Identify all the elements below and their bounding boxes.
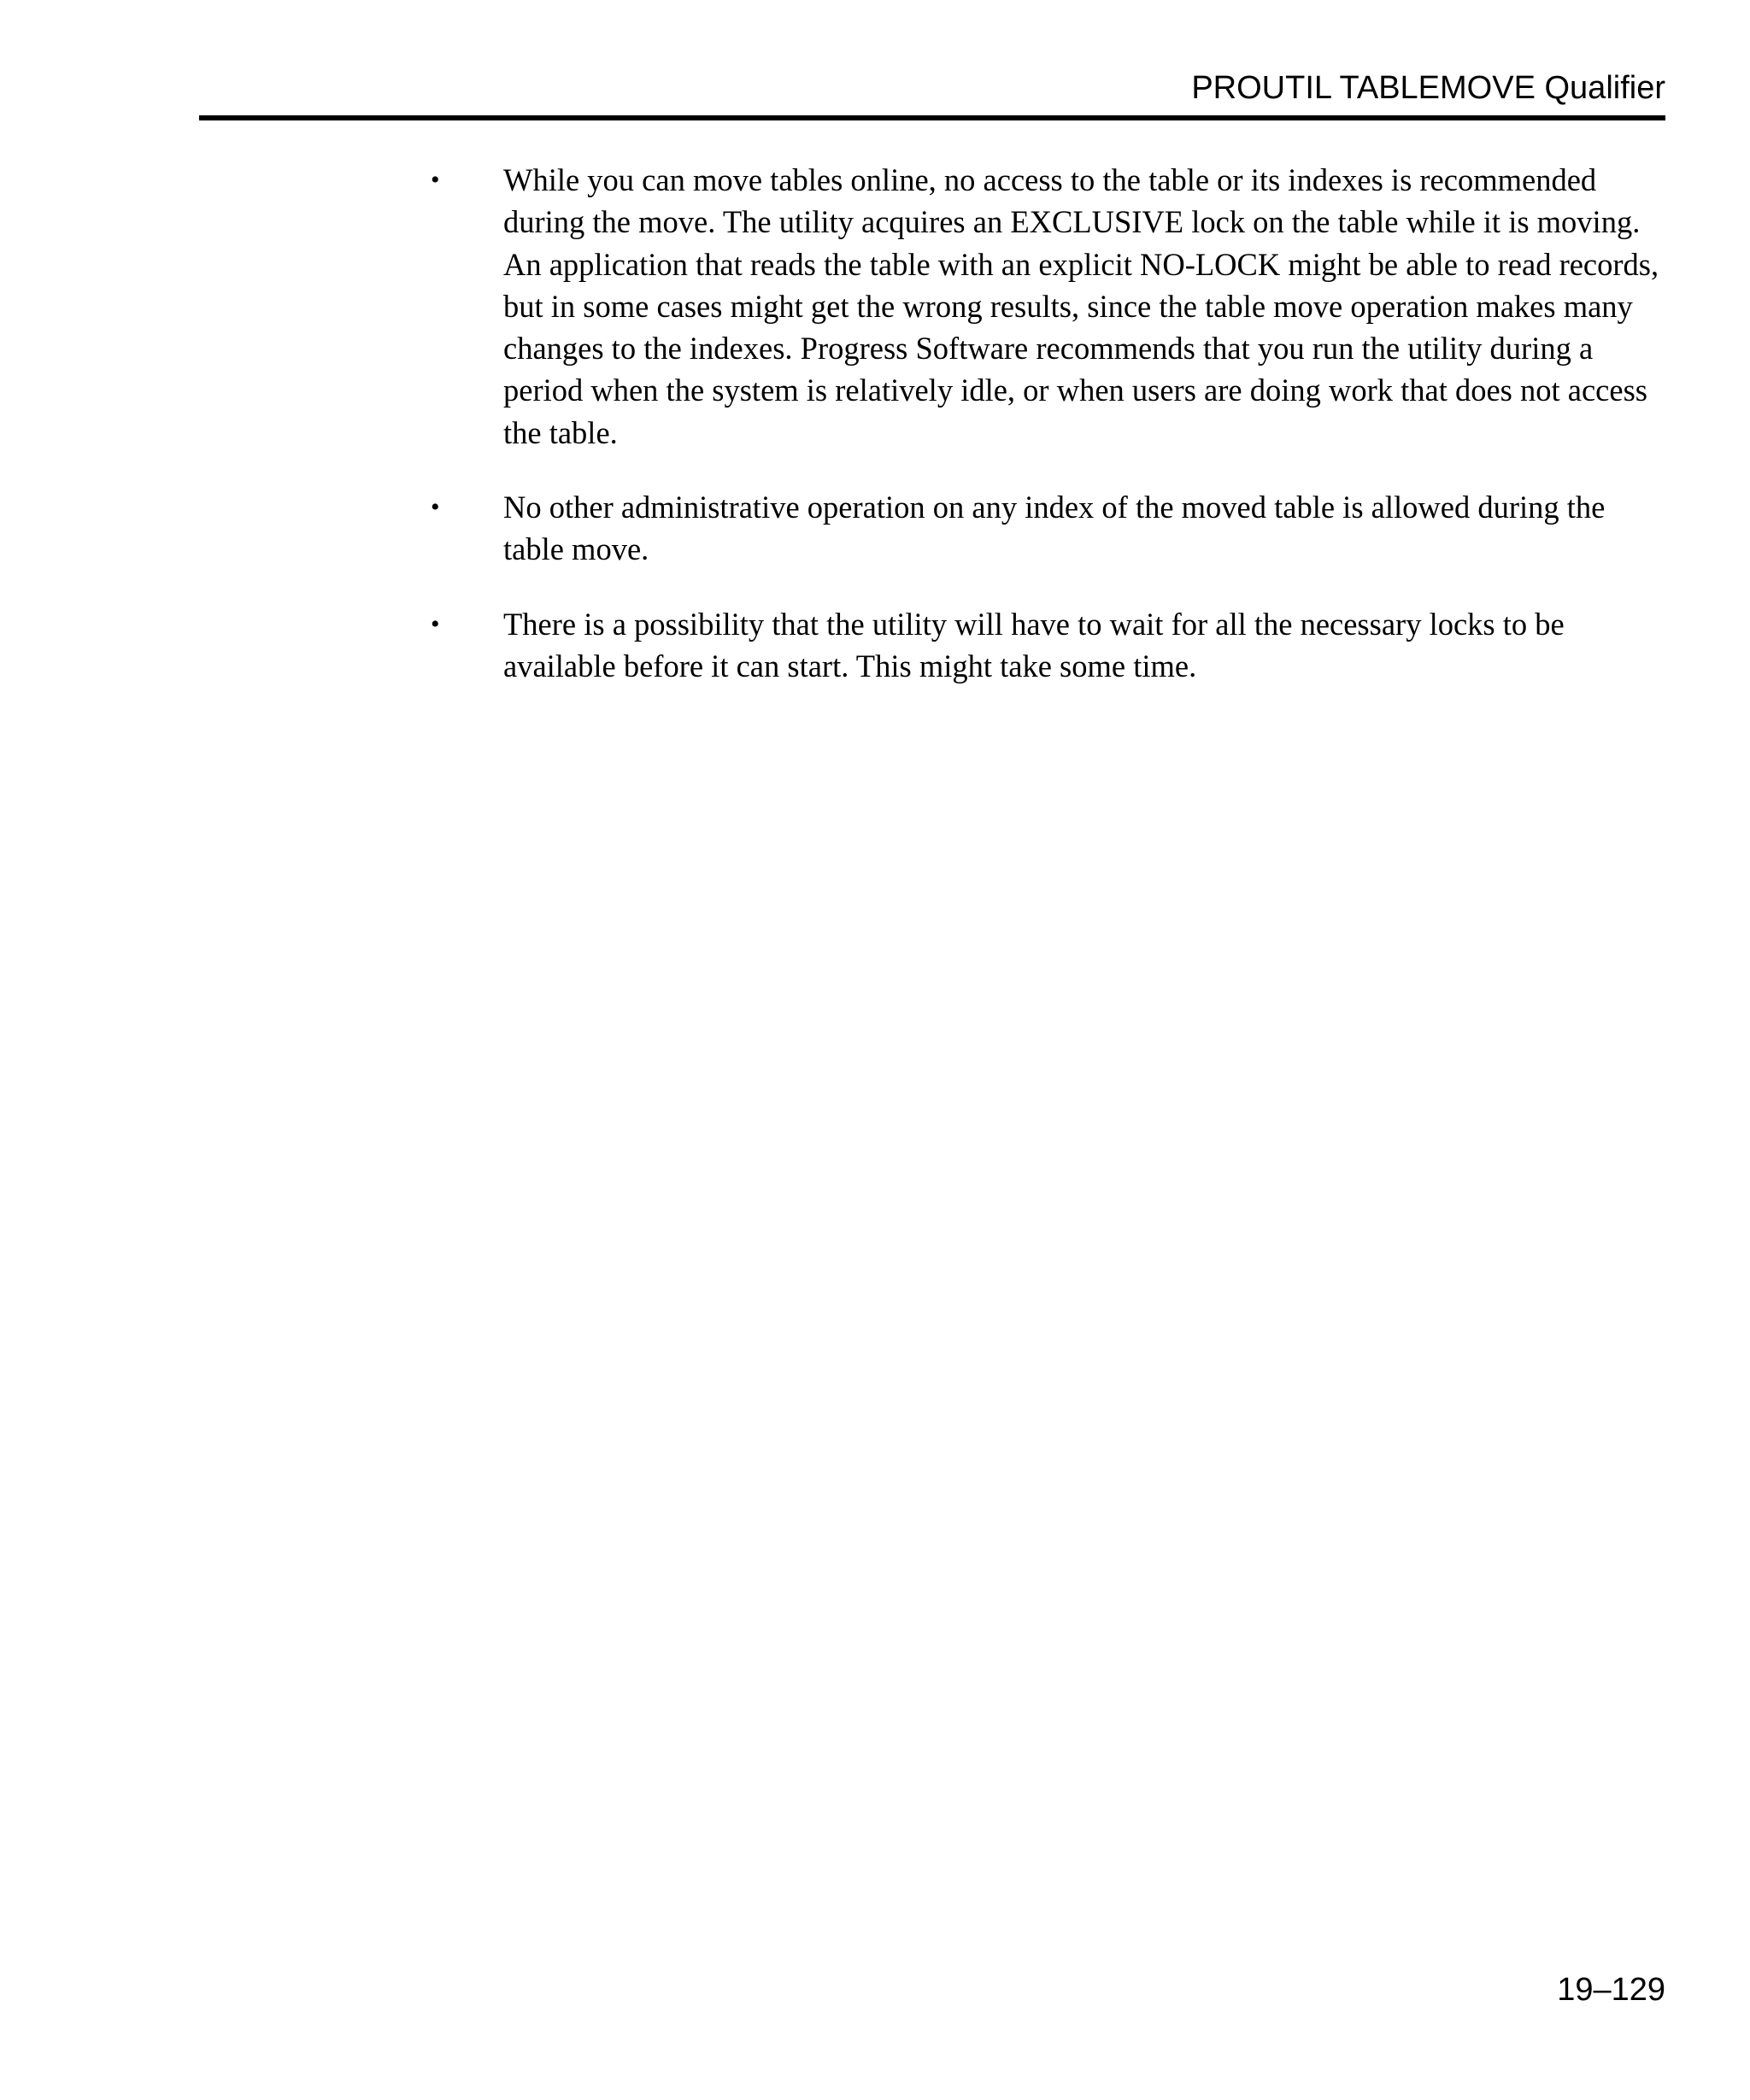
bullet-icon: • <box>431 609 440 638</box>
bullet-icon: • <box>431 166 440 194</box>
bullet-list <box>427 159 1668 719</box>
bullet-text: There is a possibility that the utility will have to wait for all the necessary locks to be available before it can start. This might take some time. <box>503 606 1565 683</box>
bullet-icon: • <box>431 493 440 522</box>
running-header <box>199 65 1665 120</box>
bullet-item <box>427 486 1668 571</box>
bullet-text: No other administrative operation on any index of the moved table is allowed during the table move. <box>503 490 1606 567</box>
header-title: PROUTIL TABLEMOVE Qualifier <box>1191 70 1665 106</box>
page-number: 19–129 <box>1557 1972 1665 2008</box>
bullet-text: While you can move tables online, no access to the table or its indexes is recommended during the move. The utility acquires an EXCLUSIVE lock on the table while it is moving. An application that reads the table with an explicit NO-LOCK might be able to read records, but in some cases might get the wrong results, since the table move operation makes many changes to the indexes. Progress Software recommends that you run the utility during a period when the system is relatively idle, or when users are doing work that does not access the table. <box>503 162 1659 450</box>
bullet-item <box>427 159 1668 454</box>
bullet-item <box>427 603 1668 688</box>
